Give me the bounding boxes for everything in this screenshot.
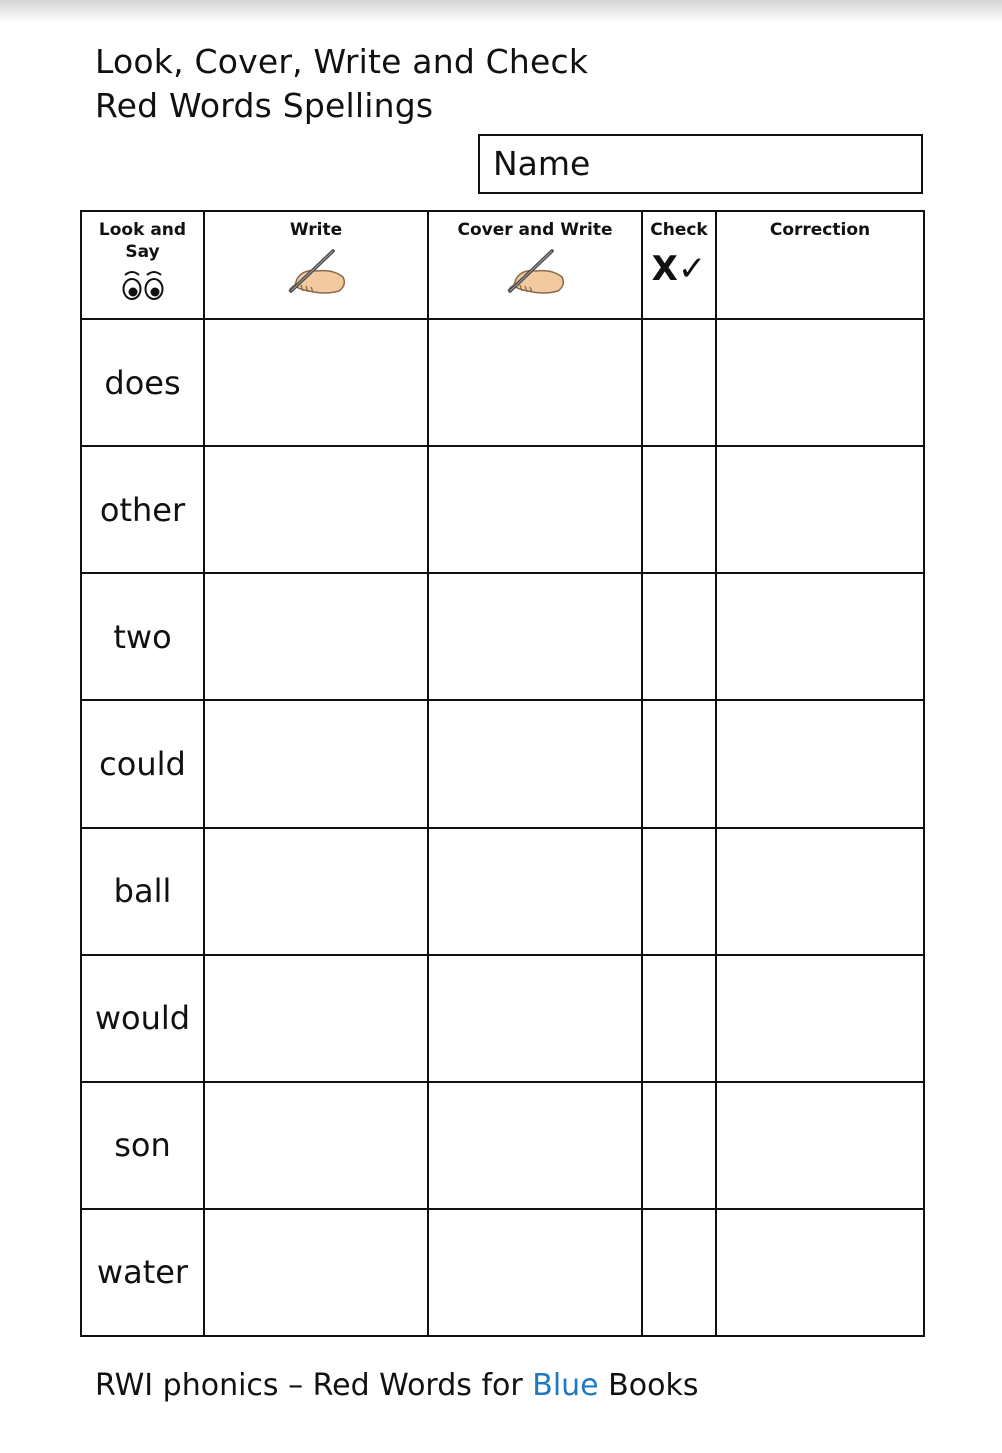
correction-cell[interactable]	[716, 828, 924, 955]
table-row	[81, 955, 924, 1082]
correction-cell[interactable]	[716, 319, 924, 446]
write-cell[interactable]	[204, 828, 428, 955]
name-label: Name	[493, 144, 591, 183]
eyes-icon	[82, 267, 203, 307]
hand-writing-icon	[429, 245, 641, 303]
column-label: Check	[650, 220, 708, 240]
table-header-row	[81, 211, 924, 319]
word-cell: could	[81, 700, 204, 827]
cover-and-write-cell[interactable]	[428, 1209, 642, 1336]
column-header-look-and-say	[81, 211, 204, 319]
check-cell[interactable]	[642, 319, 716, 446]
word-cell: two	[81, 573, 204, 700]
word-cell: would	[81, 955, 204, 1082]
check-cell[interactable]	[642, 1082, 716, 1209]
cover-and-write-cell[interactable]	[428, 1082, 642, 1209]
column-label: Look and Say	[98, 220, 187, 262]
word-cell: does	[81, 319, 204, 446]
check-cell[interactable]	[642, 955, 716, 1082]
word-cell: ball	[81, 828, 204, 955]
footer-prefix: RWI phonics – Red Words for	[95, 1368, 533, 1403]
table-row	[81, 319, 924, 446]
correction-cell[interactable]	[716, 1209, 924, 1336]
hand-writing-icon	[205, 245, 427, 303]
spelling-table	[80, 210, 925, 1337]
write-cell[interactable]	[204, 1209, 428, 1336]
footer-highlight: Blue	[532, 1368, 599, 1403]
column-label: Cover and Write	[457, 220, 613, 240]
write-cell[interactable]	[204, 446, 428, 573]
cover-and-write-cell[interactable]	[428, 700, 642, 827]
table-row	[81, 573, 924, 700]
correction-cell[interactable]	[716, 700, 924, 827]
word-cell: other	[81, 446, 204, 573]
write-cell[interactable]	[204, 319, 428, 446]
footer-suffix: Books	[598, 1368, 699, 1403]
check-cell[interactable]	[642, 700, 716, 827]
correction-cell[interactable]	[716, 446, 924, 573]
column-header-check	[642, 211, 716, 319]
column-header-cover-and-write	[428, 211, 642, 319]
table-row	[81, 828, 924, 955]
write-cell[interactable]	[204, 573, 428, 700]
top-shade	[0, 0, 1002, 22]
correction-cell[interactable]	[716, 1082, 924, 1209]
word-cell: son	[81, 1082, 204, 1209]
cover-and-write-cell[interactable]	[428, 319, 642, 446]
cross-check-icon: X✓	[651, 249, 707, 289]
page-title: Look, Cover, Write and Check	[95, 42, 589, 81]
column-label: Correction	[769, 220, 871, 240]
check-cell[interactable]	[642, 828, 716, 955]
column-label: Write	[289, 220, 343, 240]
word-cell: water	[81, 1209, 204, 1336]
correction-cell[interactable]	[716, 955, 924, 1082]
check-cell[interactable]	[642, 446, 716, 573]
write-cell[interactable]	[204, 955, 428, 1082]
footer-text	[95, 1366, 698, 1406]
cover-and-write-cell[interactable]	[428, 828, 642, 955]
column-header-write	[204, 211, 428, 319]
correction-cell[interactable]	[716, 573, 924, 700]
name-field[interactable]	[478, 134, 923, 194]
write-cell[interactable]	[204, 700, 428, 827]
write-cell[interactable]	[204, 1082, 428, 1209]
table-row	[81, 1082, 924, 1209]
cover-and-write-cell[interactable]	[428, 573, 642, 700]
page-subtitle: Red Words Spellings	[95, 86, 434, 125]
table-row	[81, 446, 924, 573]
check-cell[interactable]	[642, 1209, 716, 1336]
table-row	[81, 1209, 924, 1336]
cover-and-write-cell[interactable]	[428, 955, 642, 1082]
cover-and-write-cell[interactable]	[428, 446, 642, 573]
table-row	[81, 700, 924, 827]
column-header-correction	[716, 211, 924, 319]
check-cell[interactable]	[642, 573, 716, 700]
